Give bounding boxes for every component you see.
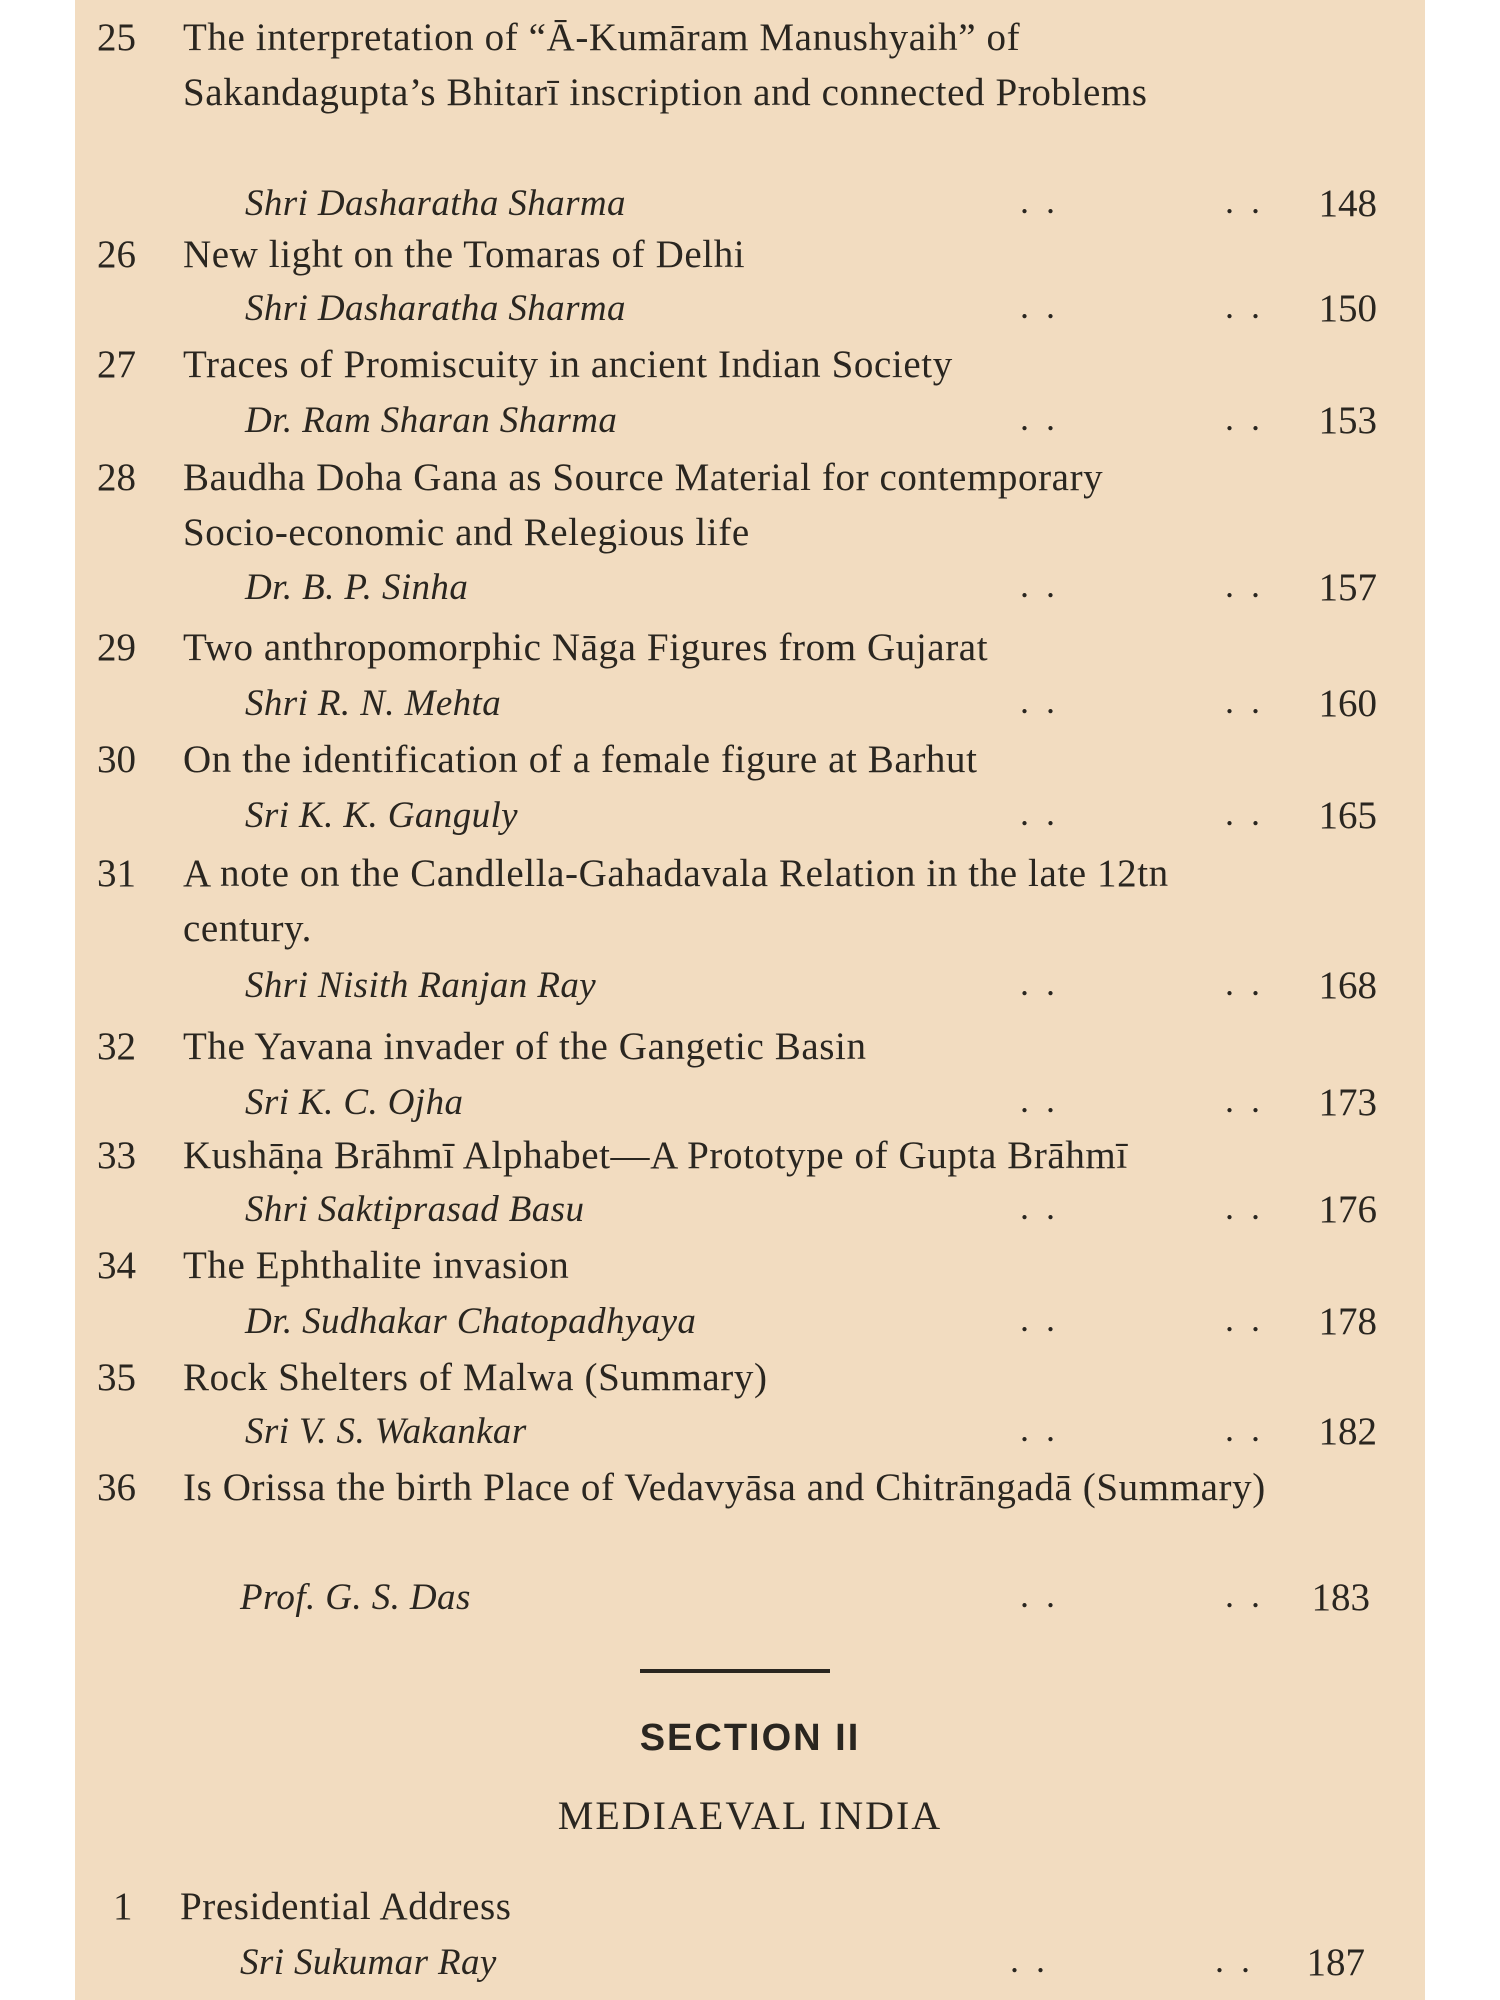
- entry-author: Shri R. N. Mehta: [245, 683, 502, 724]
- entry-author-line: [75, 1294, 1425, 1350]
- entry-author-line: [75, 788, 1425, 844]
- entry-author: Prof. G. S. Das: [240, 1577, 471, 1618]
- entry-number: 27: [97, 343, 136, 386]
- entry-page-number: 176: [1318, 1188, 1377, 1231]
- entry-number: 26: [97, 233, 136, 276]
- entry-author: Sri K. C. Ojha: [245, 1082, 464, 1123]
- entry-title: Is Orissa the birth Place of Vedavyāsa and Chitrāngadā (Summary): [183, 1466, 1266, 1509]
- leader-dots: . .: [1215, 1940, 1254, 1980]
- leader-dots: . .: [1225, 963, 1264, 1003]
- section-subheading: MEDIAEVAL INDIA: [557, 1793, 943, 1838]
- leader-dots: . .: [1010, 1940, 1049, 1980]
- entry-title: Traces of Promiscuity in ancient Indian Society: [183, 343, 953, 386]
- leader-dots: . .: [1225, 1187, 1264, 1227]
- leader-dots: . .: [1020, 1575, 1059, 1615]
- entry-title: A note on the Candlella-Gahadavala Relation in the late 12tn century.: [183, 852, 1169, 950]
- entry-number: 35: [97, 1356, 136, 1399]
- entry-page-number: 153: [1318, 399, 1377, 442]
- entry-author-line: [75, 958, 1425, 1014]
- leader-dots: . .: [1020, 681, 1059, 721]
- leader-dots: . .: [1225, 181, 1264, 221]
- leader-dots: . .: [1225, 565, 1264, 605]
- leader-dots: . .: [1020, 793, 1059, 833]
- entry-title: Rock Shelters of Malwa (Summary): [183, 1356, 768, 1399]
- entry-title: Presidential Address: [180, 1885, 512, 1928]
- leader-dots: . .: [1020, 181, 1059, 221]
- entry-author-line: [75, 560, 1425, 616]
- leader-dots: . .: [1020, 1409, 1059, 1449]
- leader-dots: . .: [1225, 398, 1264, 438]
- entry-author-line: [75, 1182, 1425, 1238]
- entry-author-line: [75, 281, 1425, 337]
- entry-page-number: 160: [1318, 682, 1377, 725]
- entry-author-line: [75, 1075, 1425, 1131]
- entry-title: New light on the Tomaras of Delhi: [183, 233, 746, 276]
- entry-author: Shri Dasharatha Sharma: [245, 183, 626, 224]
- entry-page-number: 182: [1318, 1410, 1377, 1453]
- leader-dots: . .: [1020, 398, 1059, 438]
- entry-author: Shri Nisith Ranjan Ray: [245, 965, 597, 1006]
- entry-number: 36: [97, 1466, 136, 1509]
- entry-page-number: 150: [1318, 287, 1377, 330]
- entry-page-number: 165: [1318, 794, 1377, 837]
- entry-number: 1: [113, 1885, 133, 1928]
- entry-page-number: 178: [1318, 1300, 1377, 1343]
- entry-page-number: 168: [1318, 964, 1377, 1007]
- leader-dots: . .: [1020, 286, 1059, 326]
- entry-page-number: 148: [1318, 182, 1377, 225]
- entry-title: The Yavana invader of the Gangetic Basin: [183, 1025, 867, 1068]
- entry-page-number: 187: [1306, 1941, 1365, 1984]
- entry-number: 31: [97, 852, 136, 895]
- entry-title: The interpretation of “Ā-Kumāram Manushyaih” of Sakandagupta’s Bhitarī inscription and connected Problems: [183, 16, 1148, 114]
- leader-dots: . .: [1225, 1409, 1264, 1449]
- leader-dots: . .: [1225, 1575, 1264, 1615]
- entry-page-number: 157: [1318, 566, 1377, 609]
- entry-number: 34: [97, 1244, 136, 1287]
- entry-author: Sri K. K. Ganguly: [245, 795, 519, 836]
- entry-author-line: [75, 176, 1425, 232]
- entry-number: 28: [97, 456, 136, 499]
- leader-dots: . .: [1020, 1080, 1059, 1120]
- entry-author: Sri Sukumar Ray: [240, 1942, 497, 1983]
- leader-dots: . .: [1020, 963, 1059, 1003]
- entry-author: Shri Dasharatha Sharma: [245, 288, 626, 329]
- entry-author: Dr. B. P. Sinha: [245, 567, 469, 608]
- entry-author: Sri V. S. Wakankar: [245, 1411, 527, 1452]
- leader-dots: . .: [1225, 1080, 1264, 1120]
- leader-dots: . .: [1020, 565, 1059, 605]
- entry-title: Kushāṇa Brāhmī Alphabet—A Prototype of Gupta Brāhmī: [183, 1134, 1128, 1177]
- leader-dots: . .: [1225, 681, 1264, 721]
- entry-page-number: 173: [1318, 1081, 1377, 1124]
- entry-author-line: [75, 1935, 1425, 1991]
- leader-dots: . .: [1225, 1299, 1264, 1339]
- book-page: [75, 0, 1425, 2000]
- leader-dots: . .: [1225, 286, 1264, 326]
- section-heading: SECTION II: [639, 1717, 861, 1759]
- entry-title: Two anthropomorphic Nāga Figures from Gujarat: [183, 626, 989, 669]
- entry-author-line: [75, 676, 1425, 732]
- entry-author-line: [75, 1404, 1425, 1460]
- entry-author: Dr. Ram Sharan Sharma: [245, 400, 618, 441]
- entry-author: Shri Saktiprasad Basu: [245, 1189, 585, 1230]
- entry-title: The Ephthalite invasion: [183, 1244, 570, 1287]
- leader-dots: . .: [1225, 793, 1264, 833]
- leader-dots: . .: [1020, 1187, 1059, 1227]
- entry-number: 25: [97, 16, 136, 59]
- entry-author-line: [75, 393, 1425, 449]
- section-divider: [640, 1669, 830, 1673]
- entry-number: 29: [97, 626, 136, 669]
- entry-number: 33: [97, 1134, 136, 1177]
- entry-title: Baudha Doha Gana as Source Material for contemporary Socio-economic and Relegious life: [183, 456, 1104, 554]
- leader-dots: . .: [1020, 1299, 1059, 1339]
- entry-page-number: 183: [1311, 1576, 1370, 1619]
- entry-number: 32: [97, 1025, 136, 1068]
- entry-author: Dr. Sudhakar Chatopadhyaya: [245, 1301, 697, 1342]
- entry-title: On the identification of a female figure at Barhut: [183, 738, 978, 781]
- entry-number: 30: [97, 738, 136, 781]
- entry-author-line: [75, 1570, 1425, 1626]
